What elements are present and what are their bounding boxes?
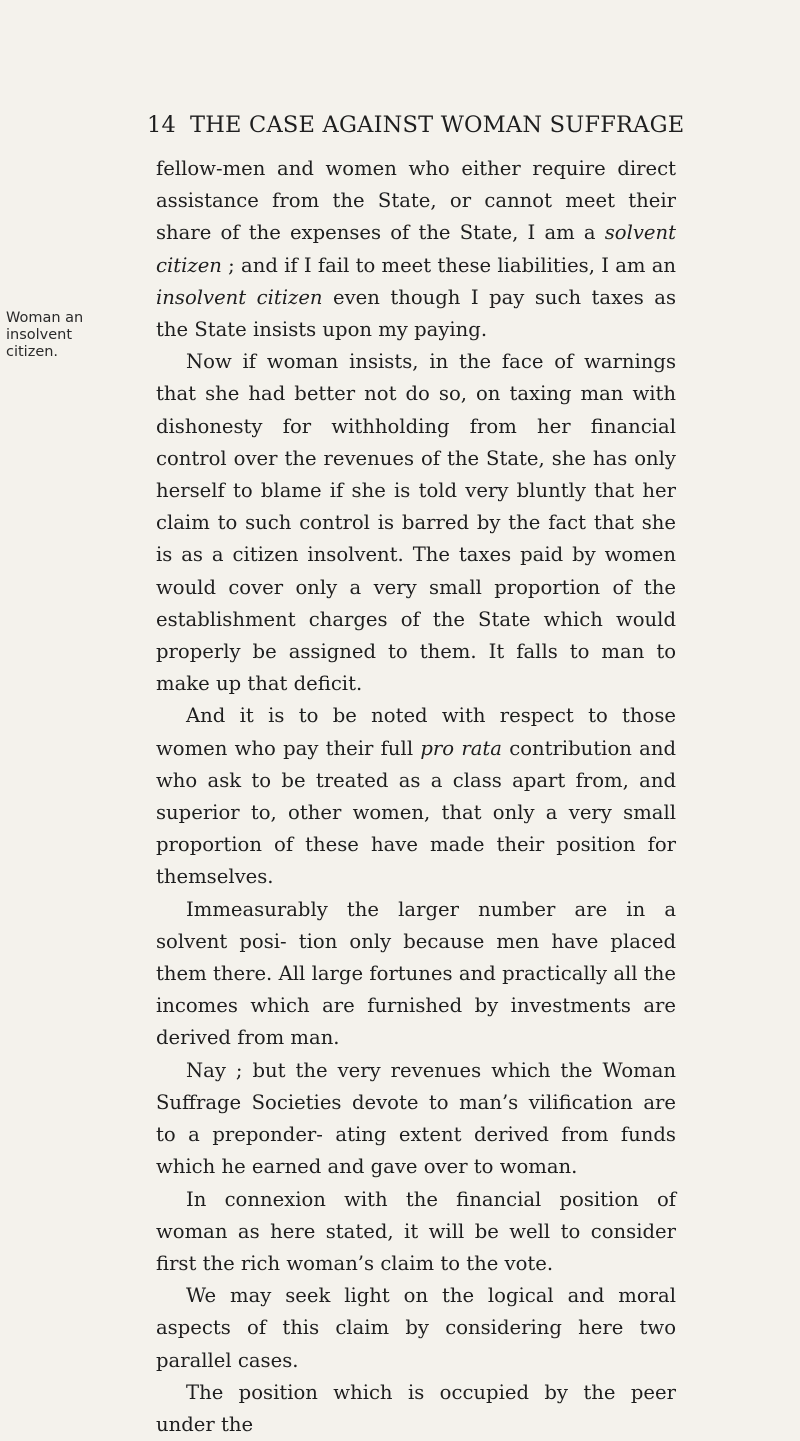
text-run: Nay ; but the very revenues which the Woman Suffrage Societies devote to man’s vilification are to a preponder- ating extent derived from funds which he earned and gave over to woman. [156,1058,676,1179]
paragraph [156,1280,676,1377]
text-run: Immeasurably the larger number are in a solvent posi- tion only because men have placed them there. All large fortunes and practically all the incomes which are furnished by investments are derived from man. [156,897,676,1050]
paragraph [156,346,676,700]
body-text [156,153,676,1441]
italic-text: insolvent citizen [156,285,323,309]
text-run: contribution and who ask to be treated as a class apart from, and superior to, other women, that only a very small proportion of these have made their position for themselves. [156,736,676,889]
margin-note: Woman an insolvent citizen. [6,310,84,360]
text-run: In connexion with the financial position of woman as here stated, it will be well to consider first the rich woman’s claim to the vote. [156,1187,676,1275]
paragraph [156,1377,676,1441]
text-run: And it is to be noted with respect to those women who pay their full [156,704,676,760]
text-run: We may seek light on the logical and moral aspects of this claim by considering here two parallel cases. [156,1284,676,1372]
text-run: fellow-men and women who either require direct assistance from the State, or cannot meet their share of the expenses of the State, I am a [156,157,676,245]
running-title: THE CASE AGAINST WOMAN SUFFRAGE [190,112,685,138]
page-number: 14 [147,112,177,138]
paragraph [156,153,676,346]
paragraph [156,894,676,1055]
text-run: even though I pay such taxes as the State insists upon my paying. [156,285,677,342]
paragraph [156,700,676,893]
paragraph [156,1184,676,1281]
text-run: Now if woman insists, in the face of warnings that she had better not do so, on taxing man with dishonesty for withholding from her financial control over the revenues of the State, she has only herself to blame if she is told very bluntly that her claim to such control is barred by the fact that she is as a citizen insolvent. The taxes paid by women would cover only a very small proportion of the establishment charges of the State which would properly be assigned to them. It falls to man to make up that deficit. [156,350,676,696]
italic-text: pro rata [420,736,502,760]
text-run: ; and if I fail to meet these liabilities, I am an [221,253,676,277]
running-head [147,110,687,140]
paragraph [156,1055,676,1184]
italic-text: solvent citizen [156,221,676,277]
text-run: The position which is occupied by the peer under the [156,1380,676,1436]
